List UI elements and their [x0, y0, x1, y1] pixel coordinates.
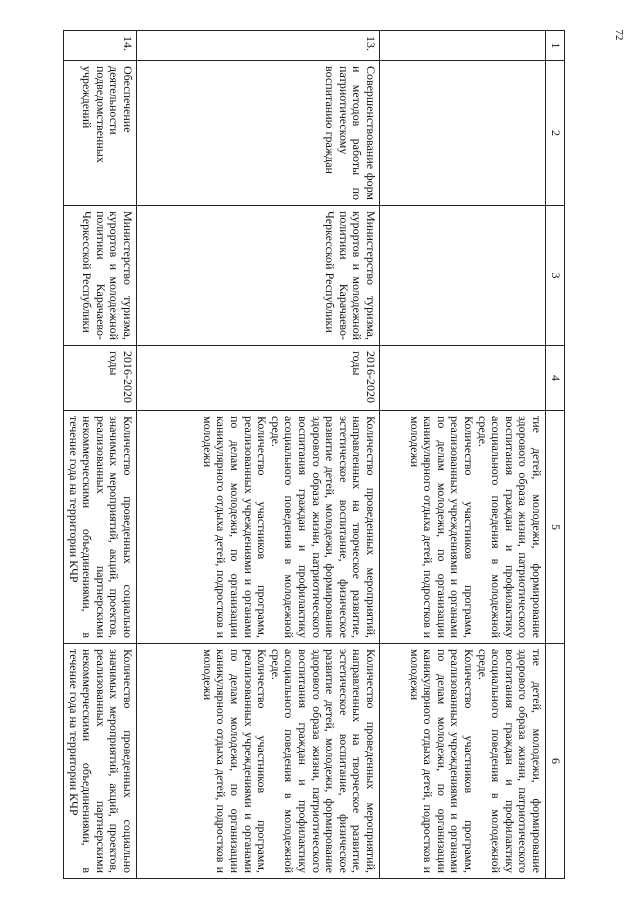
period: 2016-2020 годы — [64, 346, 137, 411]
period — [380, 346, 546, 411]
executor: Министерство туризма, курортов и молодежной политики Карачаево-Черкесской Республики — [64, 206, 137, 346]
column-number: 1 — [546, 31, 565, 61]
indicator-col6 — [380, 644, 546, 879]
executor: Министерство туризма, курортов и молодежной политики Карачаево-Черкесской Республики — [137, 206, 380, 346]
program-measures-table — [63, 30, 565, 879]
indicator-col6 — [137, 644, 380, 879]
table-row — [380, 31, 546, 879]
indicator-paragraph: Количество участников программ, реализованных учреждениями и органами по делам молодежи, по организации каникулярного отдыха детей, подростков и молодежи — [407, 416, 477, 638]
column-number-row — [546, 31, 565, 879]
indicator-paragraph: Количество участников программ, реализованных учреждениями и органами по делам молодежи, по организации каникулярного отдыха детей, подростков и молодежи — [200, 649, 270, 873]
indicator-col5 — [64, 411, 137, 644]
indicator-paragraph: Количество участников программ, реализованных учреждениями и органами по делам молодежи, по организации каникулярного отдыха детей, подростков и молодежи — [200, 416, 270, 638]
page-number: 72 — [613, 29, 625, 41]
period: 2016-2020 годы — [137, 346, 380, 411]
indicator-col5 — [137, 411, 380, 644]
indicator-paragraph: Количество проведенных мероприятий, направленных на творческое развитие, эстетическое воспитание, физическое развитие детей, молодежи, формирование здорового образа жизни, патриотического воспитания граждан и профилактику асоциального поведения в молодежной среде. — [268, 649, 378, 873]
row-number: 14. — [64, 31, 137, 61]
row-number — [380, 31, 546, 61]
row-number: 13. — [137, 31, 380, 61]
column-number: 3 — [546, 206, 565, 346]
table-row — [137, 31, 380, 879]
measure-name — [380, 61, 546, 206]
indicator-paragraph: Количество проведенных социально значимых мероприятий, акций, проектов, реализованных партнерскими некоммерческими объединениями, в течение года на территории КЧР — [66, 416, 135, 638]
column-number: 5 — [546, 411, 565, 644]
measure-name: Обеспечение деятельности подведомственных учреждений — [64, 61, 137, 206]
measure-name: Совершенствование форм и методов работы по патриотическому воспитанию граждан — [137, 61, 380, 206]
column-number: 2 — [546, 61, 565, 206]
indicator-paragraph: тие детей, молодежи, формирование здорового образа жизни, патриотического воспитания граждан и профилактику асоциального поведения в молодежной среде. — [475, 416, 544, 638]
indicator-paragraph: Количество участников программ, реализованных учреждениями и органами по делам молодежи, по организации каникулярного отдыха детей, подростков и молодежи — [407, 649, 477, 873]
indicator-paragraph: Количество проведенных мероприятий, направленных на творческое развитие, эстетическое воспитание, физическое развитие детей, молодежи, формирование здорового образа жизни, патриотического воспитания граждан и профилактику асоциального поведения в молодежной среде. — [268, 416, 378, 638]
column-number: 4 — [546, 346, 565, 411]
indicator-col6 — [64, 644, 137, 879]
rotated-table-container — [67, 30, 565, 878]
executor — [380, 206, 546, 346]
table-row — [64, 31, 137, 879]
indicator-paragraph: тие детей, молодежи, формирование здорового образа жизни, патриотического воспитания граждан и профилактику асоциального поведения в молодежной среде. — [475, 649, 544, 873]
indicator-paragraph: Количество проведенных социально значимых мероприятий, акций, проектов, реализованных партнерскими некоммерческими объединениями, в течение года на территории КЧР — [66, 649, 135, 873]
column-number: 6 — [546, 644, 565, 879]
indicator-col5 — [380, 411, 546, 644]
